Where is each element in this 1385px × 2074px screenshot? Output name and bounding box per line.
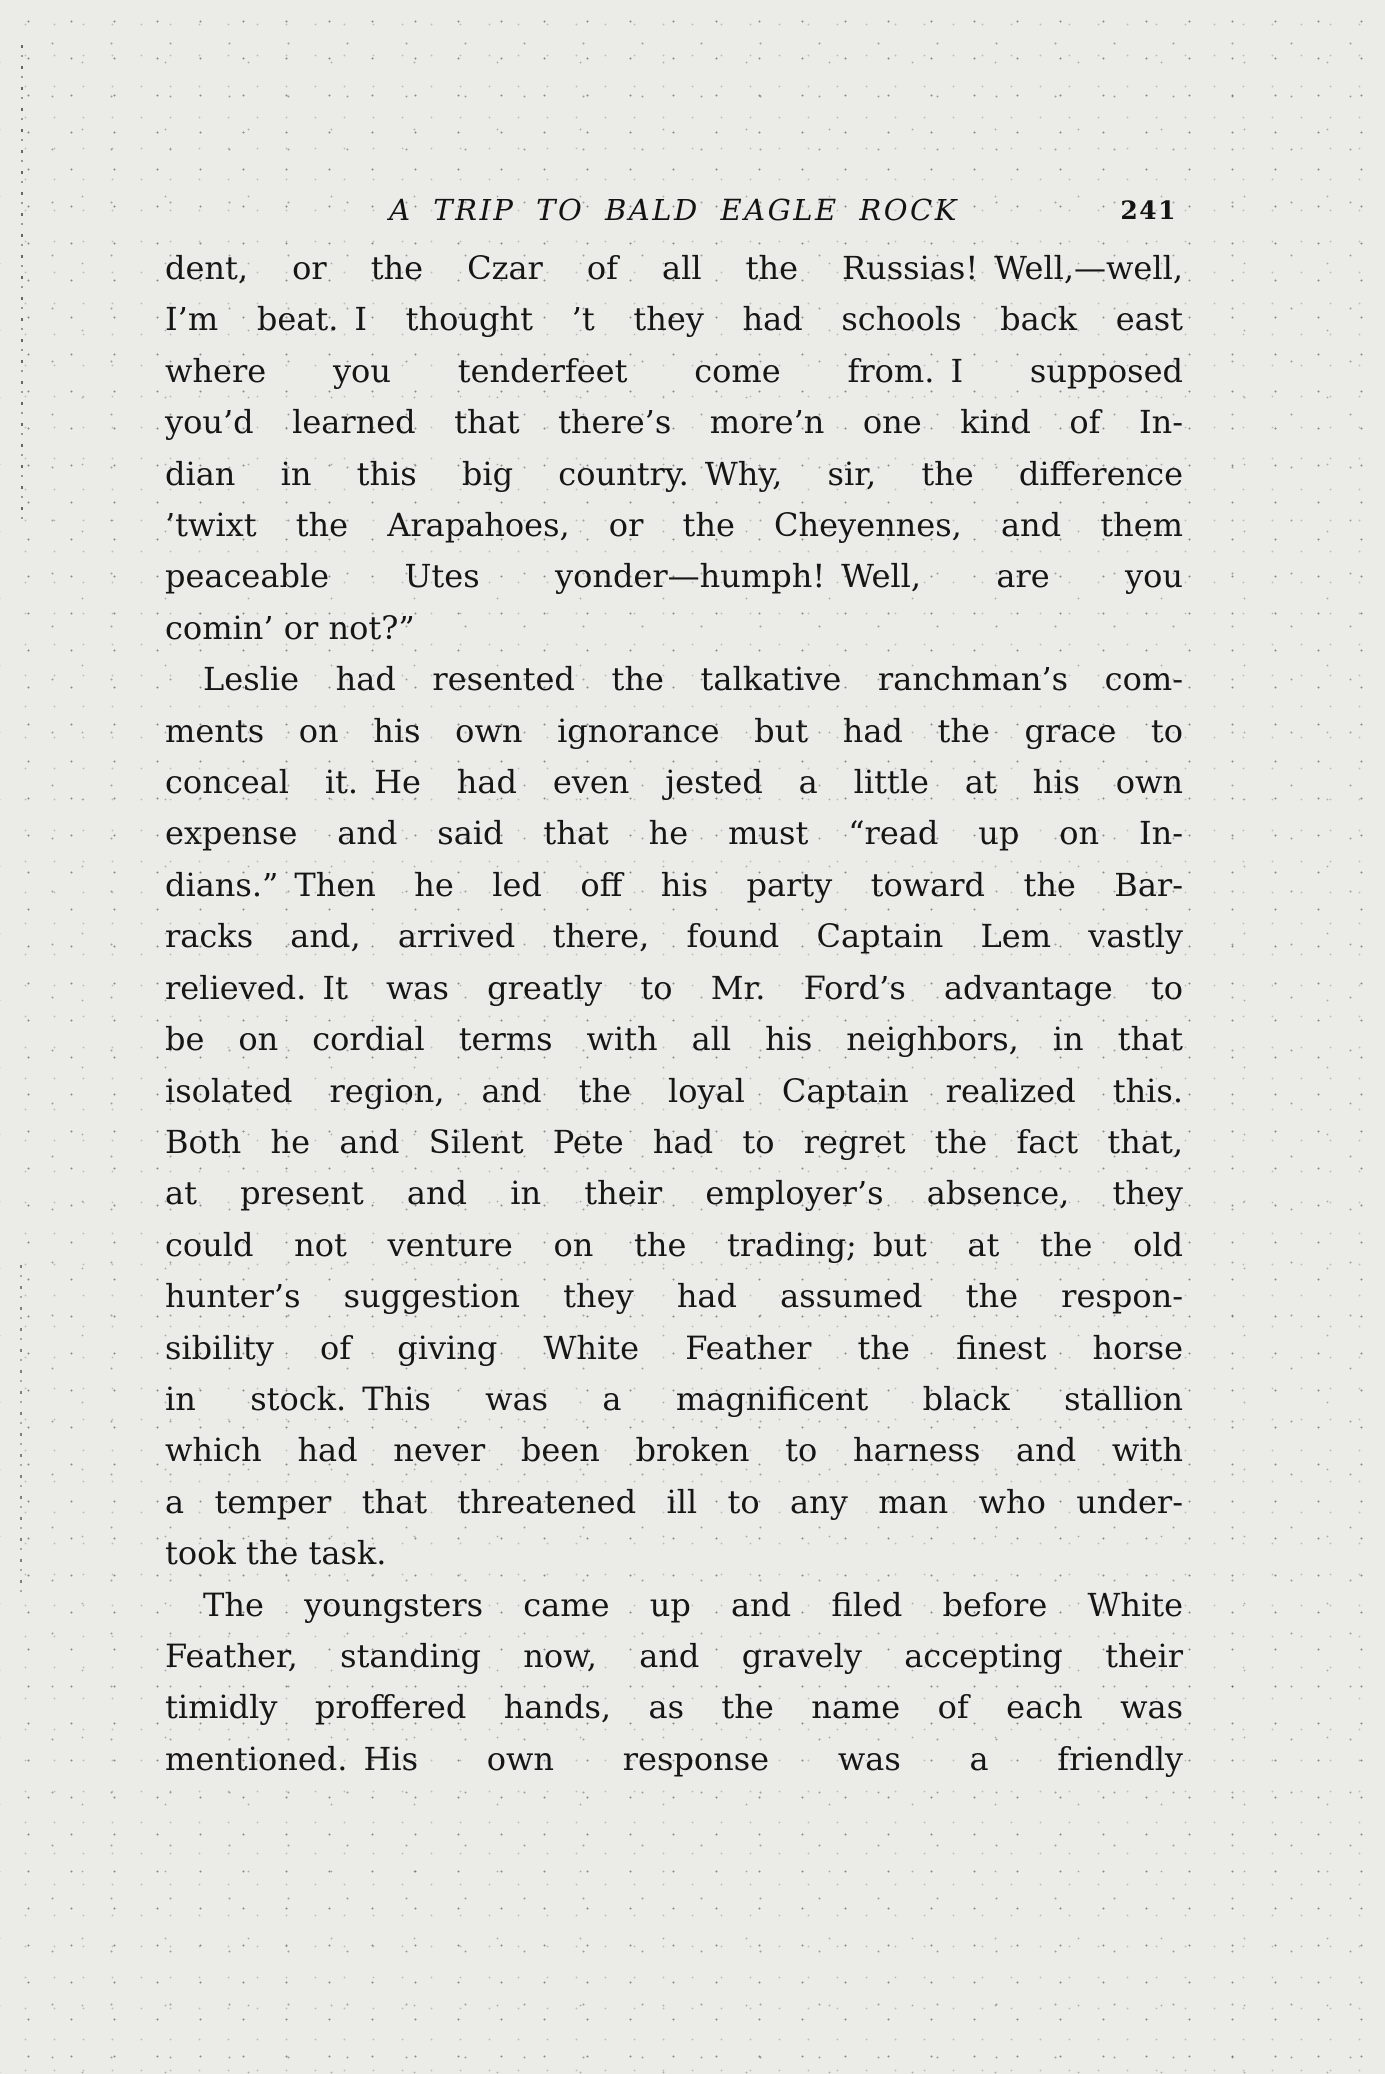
page-body-text <box>165 243 1183 1785</box>
scan-artifact-gutter-line <box>21 45 23 520</box>
paragraph <box>165 1580 1183 1786</box>
text-line: ments on his own ignorance but had the grace to <box>165 711 1183 750</box>
text-line: racks and, arrived there, found Captain Lem vastly <box>165 917 1183 956</box>
page-header <box>165 193 1183 227</box>
scan-artifact-gutter-line <box>20 1265 22 1595</box>
text-line: sibility of giving White Feather the finest horse <box>165 1328 1183 1367</box>
text-line: conceal it. He had even jested a little at his own <box>165 763 1183 802</box>
text-line: peaceable Utes yonder—humph! Well, are you <box>165 557 1183 596</box>
text-line: mentioned. His own response was a friendly <box>165 1739 1183 1778</box>
text-line: be on cordial terms with all his neighbors, in that <box>165 1020 1183 1059</box>
paragraph <box>165 243 1183 654</box>
text-line: dians.” Then he led off his party toward the Bar- <box>165 865 1183 904</box>
text-line: expense and said that he must “read up on In- <box>165 814 1183 853</box>
text-line: Both he and Silent Pete had to regret the fact that, <box>165 1122 1183 1161</box>
text-line: timidly proffered hands, as the name of each was <box>165 1688 1183 1727</box>
running-head-title: A TRIP TO BALD EAGLE ROCK <box>389 193 959 227</box>
text-line: dent, or the Czar of all the Russias! Well,—well, <box>165 249 1183 287</box>
text-line: relieved. It was greatly to Mr. Ford’s advantage to <box>165 968 1183 1007</box>
text-line: dian in this big country. Why, sir, the difference <box>165 454 1183 493</box>
text-line: you’d learned that there’s more’n one kind of In- <box>165 403 1183 442</box>
text-line: Leslie had resented the talkative ranchman’s com- <box>203 660 1183 699</box>
text-line: The youngsters came up and filed before White <box>203 1585 1183 1624</box>
text-line: took the task. <box>165 1534 387 1573</box>
text-line: isolated region, and the loyal Captain realized this. <box>165 1071 1183 1110</box>
text-line: a temper that threatened ill to any man who under- <box>165 1482 1183 1521</box>
text-line: where you tenderfeet come from. I supposed <box>165 351 1183 390</box>
text-line: at present and in their employer’s absence, they <box>165 1174 1183 1213</box>
text-line: ’twixt the Arapahoes, or the Cheyennes, and them <box>165 506 1183 545</box>
paragraph <box>165 654 1183 1579</box>
text-line: hunter’s suggestion they had assumed the respon- <box>165 1277 1183 1316</box>
page-number: 241 <box>1120 196 1177 225</box>
text-line: could not venture on the trading; but at the old <box>165 1225 1183 1264</box>
text-line: Feather, standing now, and gravely accepting their <box>165 1636 1183 1675</box>
text-line: which had never been broken to harness and with <box>165 1431 1183 1470</box>
text-line: comin’ or not?” <box>165 608 415 647</box>
text-line: in stock. This was a magnificent black stallion <box>165 1379 1183 1418</box>
text-line: I’m beat. I thought ’t they had schools back east <box>165 300 1183 339</box>
